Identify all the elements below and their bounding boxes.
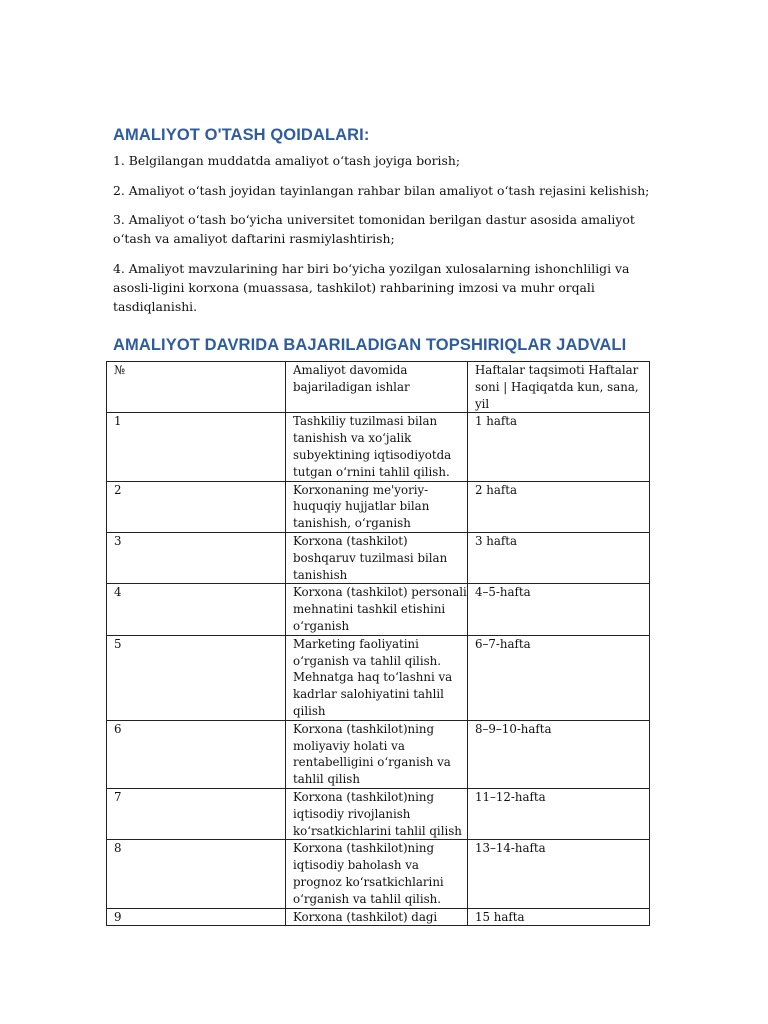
row-number: 8 [107, 840, 286, 908]
row-number: 6 [107, 720, 286, 788]
row-weeks: 15 hafta [468, 908, 650, 926]
rule-item: 2. Amaliyot oʻtash joyidan tayinlangan rahbar bilan amaliyot oʻtash rejasini kelishish; [113, 182, 650, 198]
row-weeks: 11–12-hafta [468, 788, 650, 839]
row-weeks: 2 hafta [468, 481, 650, 532]
table-row [107, 788, 650, 839]
table-header-row [107, 362, 650, 413]
row-number: 3 [107, 532, 286, 583]
header-weeks: Haftalar taqsimoti Haftalar soni | Haqiqatda kun, sana, yil [468, 362, 650, 413]
row-number: 4 [107, 584, 286, 635]
row-weeks: 4–5-hafta [468, 584, 650, 635]
table-row [107, 840, 650, 908]
row-weeks: 3 hafta [468, 532, 650, 583]
row-task: Korxona (tashkilot)ning iqtisodiy baholash va prognoz koʻrsatkichlarini oʻrganish va tahlil qilish. [286, 840, 468, 908]
table-row [107, 532, 650, 583]
table-row [107, 720, 650, 788]
row-weeks: 8–9–10-hafta [468, 720, 650, 788]
table-row [107, 481, 650, 532]
row-task: Korxona (tashkilot) boshqaruv tuzilmasi bilan tanishish [286, 532, 468, 583]
rule-item: 3. Amaliyot oʻtash boʻyicha universitet tomonidan berilgan dastur asosida amaliyot oʻtash va amaliyot daftarini rasmiylashtirish; [113, 212, 635, 246]
row-number: 2 [107, 481, 286, 532]
row-number: 9 [107, 908, 286, 926]
row-task: Korxona (tashkilot) personali mehnatini tashkil etishini oʻrganish [286, 584, 468, 635]
row-task: Korxona (tashkilot)ning moliyaviy holati va rentabelligini oʻrganish va tahlil qilish [286, 720, 468, 788]
row-task: Korxona (tashkilot)ning iqtisodiy rivojlanish koʻrsatkichlarini tahlil qilish [286, 788, 468, 839]
table-row [107, 584, 650, 635]
rule-item: 1. Belgilangan muddatda amaliyot oʻtash joyiga borish; [113, 153, 461, 168]
table-row [107, 635, 650, 720]
row-number: 5 [107, 635, 286, 720]
row-task: Tashkiliy tuzilmasi bilan tanishish va xoʻjalik subyektining iqtisodiyotda tutgan oʻrnini tahlil qilish. [286, 413, 468, 481]
table-row [107, 908, 650, 926]
row-task: Korxona (tashkilot) dagi [286, 908, 468, 926]
table-row [107, 413, 650, 481]
row-task: Marketing faoliyatini oʻrganish va tahlil qilish. Mehnatga haq toʻlashni va kadrlar salohiyatini tahlil qilish [286, 635, 468, 720]
header-tasks: Amaliyot davomida bajariladigan ishlar [286, 362, 468, 413]
row-weeks: 1 hafta [468, 413, 650, 481]
tasks-table [106, 361, 650, 926]
rules-heading: AMALIYOT O'TASH QOIDALARI: [113, 126, 370, 144]
row-weeks: 13–14-hafta [468, 840, 650, 908]
tasks-table-heading: AMALIYOT DAVRIDA BAJARILADIGAN TOPSHIRIQLAR JADVALI [113, 336, 627, 354]
row-task: Korxonaning me'yoriy-huquqiy hujjatlar bilan tanishish, oʻrganish [286, 481, 468, 532]
row-number: 1 [107, 413, 286, 481]
row-weeks: 6–7-hafta [468, 635, 650, 720]
header-number: № [107, 362, 286, 413]
rules-list [113, 151, 653, 326]
row-number: 7 [107, 788, 286, 839]
rule-item: 4. Amaliyot mavzularining har biri boʻyicha yozilgan xulosalarning ishonchliligi va asosli-ligini korxona (muassasa, tashkilot) rahbarining imzosi va muhr orqali tasdiqlanishi. [113, 260, 630, 314]
